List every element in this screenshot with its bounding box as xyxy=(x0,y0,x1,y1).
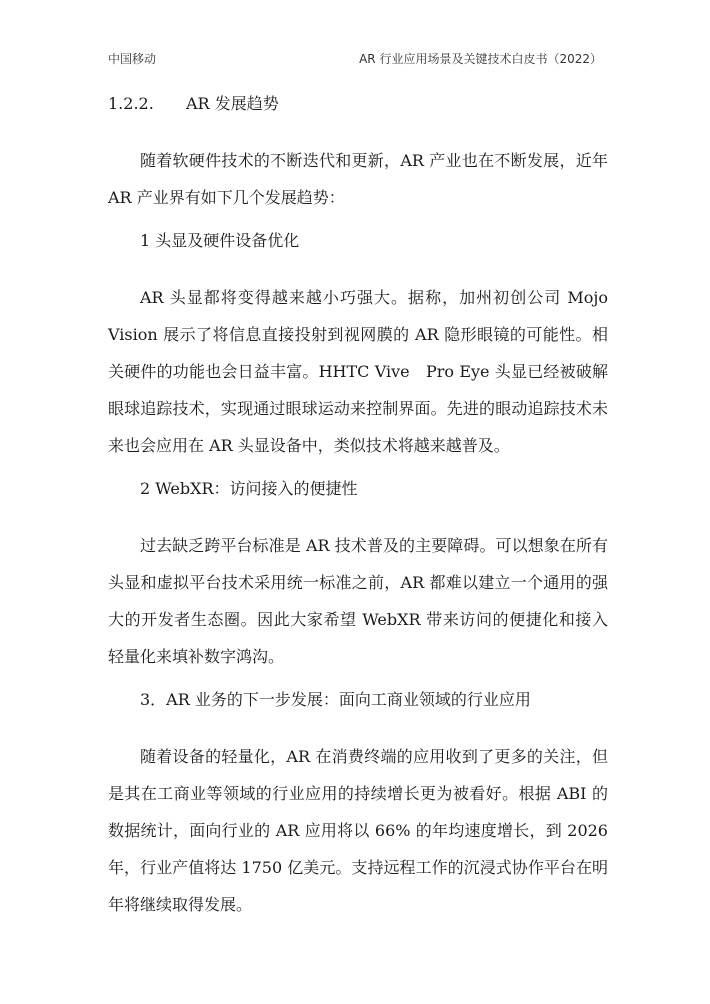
header-doc-title: AR 行业应用场景及关键技术白皮书（2022） xyxy=(359,52,602,66)
section-heading xyxy=(108,92,608,116)
page-content xyxy=(108,92,608,936)
paragraph-webxr: 过去缺乏跨平台标准是 AR 技术普及的主要障碍。可以想象在所有头显和虚拟平台技术采用统一标准之前，AR 都难以建立一个通用的强大的开发者生态圈。因此大家希望 WebXR 带来访问的便捷化和接入轻量化来填补数字鸿沟。 xyxy=(108,536,608,666)
paragraph-hardware: AR 头显都将变得越来越小巧强大。据称，加州初创公司 Mojo Vision 展示了将信息直接投射到视网膜的 AR 隐形眼镜的可能性。相关硬件的功能也会日益丰富。HHTC Vive Pro Eye 头显已经被破解眼球追踪技术，实现通过眼球运动来控制界面。先进的眼动追踪技术未来也会应用在 AR 头显设备中，类似技术将越来越普及。 xyxy=(108,288,608,455)
subheading-webxr: 2 WebXR：访问接入的便捷性 xyxy=(140,479,358,498)
section-number: 1.2.2. xyxy=(108,94,154,113)
subheading-hardware: 1 头显及硬件设备优化 xyxy=(140,231,300,250)
section-title: AR 发展趋势 xyxy=(186,94,279,113)
paragraph-industry: 随着设备的轻量化，AR 在消费终端的应用收到了更多的关注，但是其在工商业等领域的行业应用的持续增长更为被看好。根据 ABI 的数据统计，面向行业的 AR 应用将以 66% 的年均速度增长，到 2026 年，行业产值将达 1750 亿美元。支持远程工作的沉浸式协作平台在明年将继续取得发展。 xyxy=(108,747,608,914)
subheading-industry: 3．AR 业务的下一步发展：面向工商业领域的行业应用 xyxy=(140,690,531,709)
intro-paragraph: 随着软硬件技术的不断迭代和更新，AR 产业也在不断发展，近年 AR 产业界有如下几个发展趋势： xyxy=(108,151,608,207)
header-org: 中国移动 xyxy=(108,52,157,66)
